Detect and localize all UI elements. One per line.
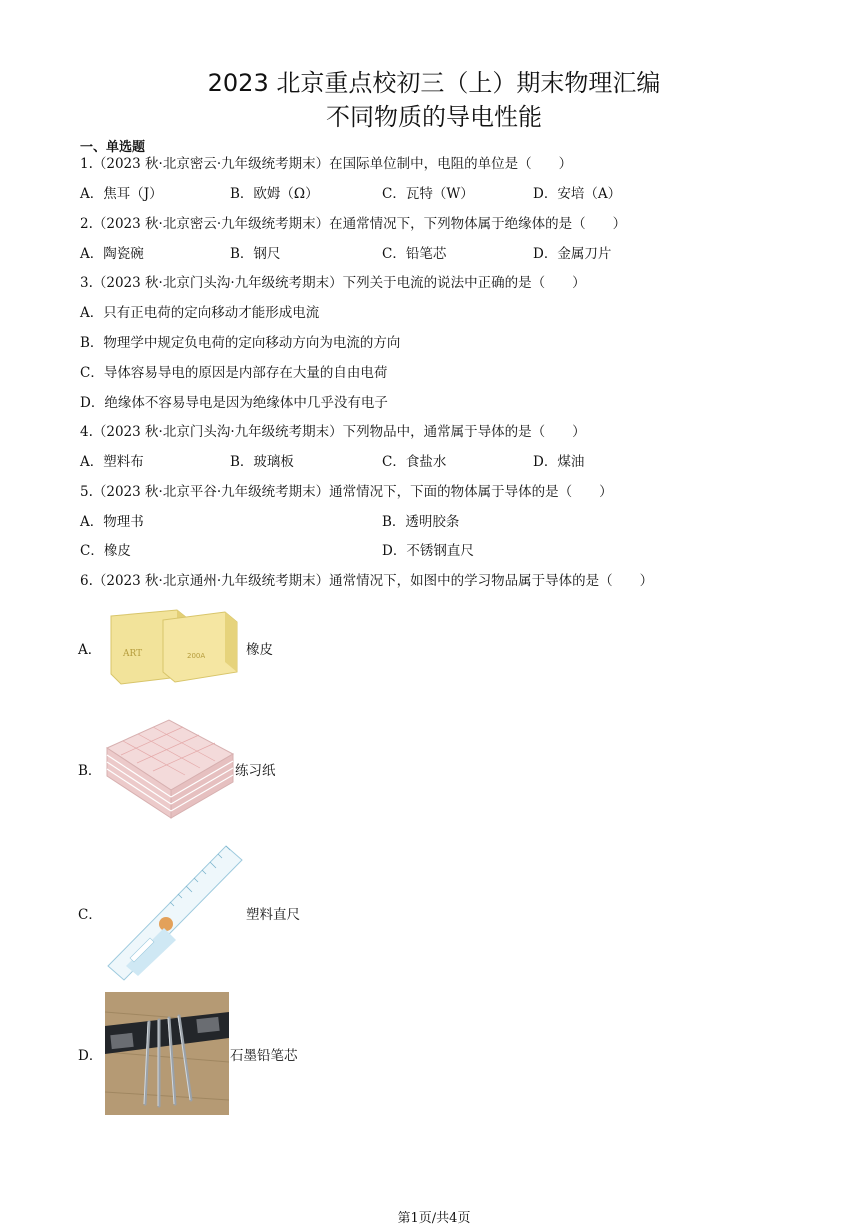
paper-stack-image (103, 714, 235, 826)
q6-option-a-caption: 橡皮 (246, 642, 273, 658)
q1-option-b: B．欧姆（Ω） (230, 186, 319, 202)
question-4-stem: 4.（2023 秋·北京门头沟·九年级统考期末）下列物品中，通常属于导体的是（ ） (80, 424, 586, 440)
page-number: 第1页/共4页 (397, 1211, 471, 1226)
q6-option-d-caption: 石墨铅笔芯 (230, 1048, 298, 1064)
q6-option-c-letter: C． (78, 907, 102, 923)
page-title: 2023 北京重点校初三（上）期末物理汇编 (207, 69, 661, 97)
svg-text:200A: 200A (187, 652, 206, 660)
q5-option-b: B．透明胶条 (382, 514, 460, 530)
q6-option-b-letter: B． (78, 763, 102, 779)
q3-option-a: A．只有正电荷的定向移动才能形成电流 (80, 305, 320, 321)
q5-option-a: A．物理书 (80, 514, 144, 530)
q5-option-d: D．不锈钢直尺 (382, 543, 474, 559)
q6-option-a-letter: A． (78, 642, 102, 658)
eraser-image (105, 606, 240, 688)
question-2-stem: 2.（2023 秋·北京密云·九年级统考期末）在通常情况下，下列物体属于绝缘体的是（ ） (80, 216, 627, 232)
q1-option-a: A．焦耳（J） (80, 186, 163, 202)
question-6-stem: 6.（2023 秋·北京通州·九年级统考期末）通常情况下，如图中的学习物品属于导体的是（ ） (80, 573, 654, 589)
question-1-stem: 1.（2023 秋·北京密云·九年级统考期末）在国际单位制中，电阻的单位是（ ） (80, 156, 573, 172)
q3-option-d: D．绝缘体不容易导电是因为绝缘体中几乎没有电子 (80, 395, 388, 411)
q3-option-b: B．物理学中规定负电荷的定向移动方向为电流的方向 (80, 335, 401, 351)
question-5-stem: 5.（2023 秋·北京平谷·九年级统考期末）通常情况下，下面的物体属于导体的是（ ） (80, 484, 613, 500)
q2-option-c: C．铅笔芯 (382, 246, 447, 262)
q3-option-c: C．导体容易导电的原因是内部存在大量的自由电荷 (80, 365, 388, 381)
q1-option-d: D．安培（A） (533, 186, 622, 202)
section-heading: 一、单选题 (80, 140, 146, 155)
svg-text:ART: ART (123, 649, 143, 659)
q2-option-a: A．陶瓷碗 (80, 246, 144, 262)
q4-option-a: A．塑料布 (80, 454, 144, 470)
q6-option-d-letter: D． (78, 1048, 103, 1064)
q1-option-c: C．瓦特（W） (382, 186, 474, 202)
q2-option-b: B．钢尺 (230, 246, 281, 262)
plastic-ruler-image (104, 842, 246, 982)
pencil-lead-image (105, 992, 229, 1115)
q4-option-c: C．食盐水 (382, 454, 447, 470)
q6-option-c-caption: 塑料直尺 (246, 907, 300, 923)
page-subtitle: 不同物质的导电性能 (326, 103, 542, 131)
q4-option-d: D．煤油 (533, 454, 585, 470)
question-3-stem: 3.（2023 秋·北京门头沟·九年级统考期末）下列关于电流的说法中正确的是（ ） (80, 275, 586, 291)
q4-option-b: B．玻璃板 (230, 454, 294, 470)
q2-option-d: D．金属刀片 (533, 246, 612, 262)
q5-option-c: C．橡皮 (80, 543, 131, 559)
q6-option-b-caption: 练习纸 (235, 763, 276, 779)
